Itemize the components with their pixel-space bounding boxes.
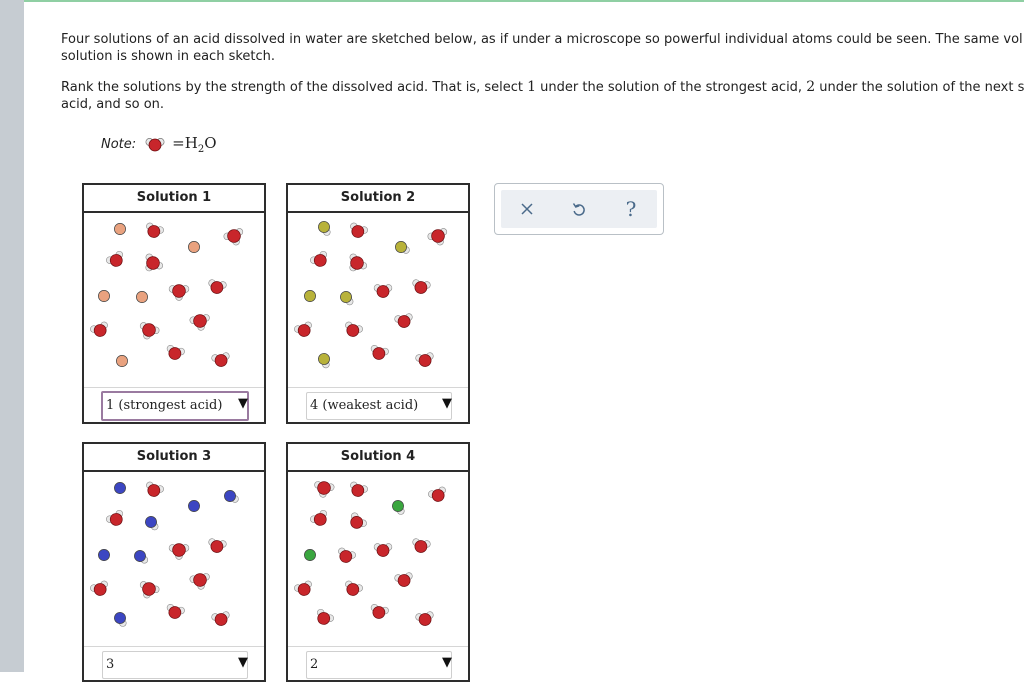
top-accent-line — [24, 0, 1024, 2]
note-label: Note: — [101, 136, 137, 152]
dropdown-arrow-icon: ▼ — [442, 655, 452, 670]
rank-select-row — [84, 647, 264, 683]
intro-line-1: Four solutions of an acid dissolved in water are sketched below, as if under a microscope so powerful individual atoms could be seen. The same vol — [61, 32, 1023, 47]
rank-dropdown[interactable] — [306, 392, 452, 420]
acid-molecule — [339, 290, 356, 306]
solution-4-molecules — [288, 472, 468, 646]
water-formula — [172, 134, 216, 155]
intro-paragraph — [61, 31, 1024, 65]
help-question-icon: ? — [625, 197, 637, 221]
dropdown-arrow-icon: ▼ — [442, 396, 452, 411]
instructions-text-b: under the solution of the strongest acid, — [536, 80, 807, 95]
answer-toolbar — [494, 183, 664, 235]
dropdown-arrow-icon: ▼ — [238, 396, 248, 411]
hydronium-ion — [223, 227, 247, 249]
water-molecule — [369, 604, 390, 621]
anion — [188, 241, 199, 252]
formula-o: O — [204, 133, 217, 152]
hydronium-ion — [189, 313, 211, 332]
hydronium-ion — [313, 480, 335, 499]
solution-title: Solution 2 — [288, 185, 468, 213]
hydronium-ion — [343, 252, 368, 277]
formula-subscript: 2 — [197, 143, 205, 155]
rank-select-row — [288, 647, 468, 683]
left-sidebar-strip — [0, 0, 24, 672]
water-molecule — [427, 486, 448, 504]
solution-1-molecules — [84, 213, 264, 387]
water-molecule — [374, 285, 392, 298]
water-molecule — [105, 250, 127, 270]
water-molecule — [411, 538, 431, 554]
clear-button[interactable] — [512, 194, 542, 224]
solution-title: Solution 3 — [84, 444, 264, 472]
rank-dropdown[interactable] — [306, 651, 452, 679]
water-molecule — [415, 352, 435, 368]
water-molecule — [293, 321, 314, 339]
water-molecule — [342, 321, 363, 339]
molecular-sketch — [288, 213, 468, 388]
water-molecule — [211, 611, 231, 627]
water-molecule — [415, 611, 435, 627]
hydronium-ion — [136, 580, 160, 602]
instructions-text-a: Rank the solutions by the strength of the dissolved acid. That is, select — [61, 80, 528, 95]
water-molecule — [342, 580, 363, 598]
water-molecule — [374, 544, 392, 557]
instructions-number-2: 2 — [806, 79, 816, 95]
water-molecule — [89, 321, 110, 339]
solution-2-molecules — [288, 213, 468, 387]
instructions-paragraph — [61, 79, 1024, 113]
water-molecule — [143, 481, 164, 499]
x-icon — [519, 201, 535, 217]
solution-title: Solution 1 — [84, 185, 264, 213]
undo-button[interactable] — [564, 194, 594, 224]
water-molecule — [143, 222, 164, 240]
water-molecule — [335, 547, 356, 565]
rank-dropdown-value: 3 — [106, 657, 115, 672]
anion — [98, 549, 109, 560]
hydronium-ion — [169, 544, 189, 560]
water-molecule — [394, 313, 414, 329]
instructions-line-2: acid, and so on. — [61, 97, 165, 112]
undo-icon — [571, 201, 587, 217]
acid-molecule — [316, 219, 334, 236]
instructions-number-1: 1 — [527, 79, 537, 95]
acid-molecule — [390, 498, 408, 515]
molecular-sketch — [84, 472, 264, 647]
solution-3-molecules — [84, 472, 264, 646]
anion — [304, 290, 315, 301]
instructions-text-c: under the solution of the next s — [815, 80, 1024, 95]
water-molecule — [394, 572, 414, 588]
anion — [114, 482, 125, 493]
molecular-sketch — [288, 472, 468, 647]
hydronium-ion — [189, 572, 211, 591]
hydronium-ion — [169, 285, 189, 301]
water-molecule — [309, 250, 331, 270]
solution-panel-4 — [286, 442, 470, 682]
acid-molecule — [112, 610, 130, 627]
water-molecule — [313, 608, 335, 628]
anion — [116, 355, 127, 366]
rank-dropdown-value: 2 — [310, 657, 319, 672]
water-molecule — [309, 509, 331, 529]
acid-molecule — [316, 351, 334, 369]
solution-title: Solution 4 — [288, 444, 468, 472]
water-molecule — [411, 279, 431, 295]
anion — [188, 500, 199, 511]
water-molecule — [165, 604, 186, 621]
formula-h: =H — [172, 133, 198, 152]
water-legend-note — [101, 133, 217, 155]
water-molecule — [369, 345, 390, 362]
anion — [136, 291, 147, 302]
rank-dropdown-value: 4 (weakest acid) — [310, 398, 419, 413]
rank-dropdown[interactable] — [101, 391, 249, 421]
solution-panel-3 — [82, 442, 266, 682]
water-molecule — [207, 538, 227, 554]
acid-molecule — [144, 515, 161, 531]
rank-select-row — [84, 388, 264, 424]
intro-line-2: solution is shown in each sketch. — [61, 49, 276, 64]
water-molecule — [207, 279, 227, 295]
water-molecule — [105, 509, 127, 529]
acid-molecule — [395, 241, 409, 253]
water-molecule-icon — [145, 135, 165, 153]
water-molecule — [347, 222, 368, 240]
acid-molecule — [224, 490, 238, 502]
rank-dropdown-value: 1 (strongest acid) — [106, 398, 223, 413]
anion — [304, 549, 315, 560]
acid-molecule — [133, 550, 149, 564]
anion — [98, 290, 109, 301]
help-button[interactable] — [616, 194, 646, 224]
molecular-sketch — [84, 213, 264, 388]
hydronium-ion — [427, 227, 451, 249]
water-molecule — [293, 580, 314, 598]
rank-select-row — [288, 388, 468, 424]
toolbar-inner — [501, 190, 657, 228]
rank-dropdown[interactable] — [102, 651, 248, 679]
instructions-line-1 — [61, 79, 1024, 96]
water-molecule — [89, 580, 110, 598]
water-molecule — [346, 511, 368, 532]
solution-panel-1 — [82, 183, 266, 424]
solution-panel-2 — [286, 183, 470, 424]
water-molecule — [165, 345, 186, 362]
water-molecule — [347, 481, 368, 499]
anion — [114, 223, 125, 234]
water-molecule — [211, 352, 231, 368]
dropdown-arrow-icon: ▼ — [238, 655, 248, 670]
hydronium-ion — [139, 252, 164, 277]
hydronium-ion — [136, 321, 160, 343]
